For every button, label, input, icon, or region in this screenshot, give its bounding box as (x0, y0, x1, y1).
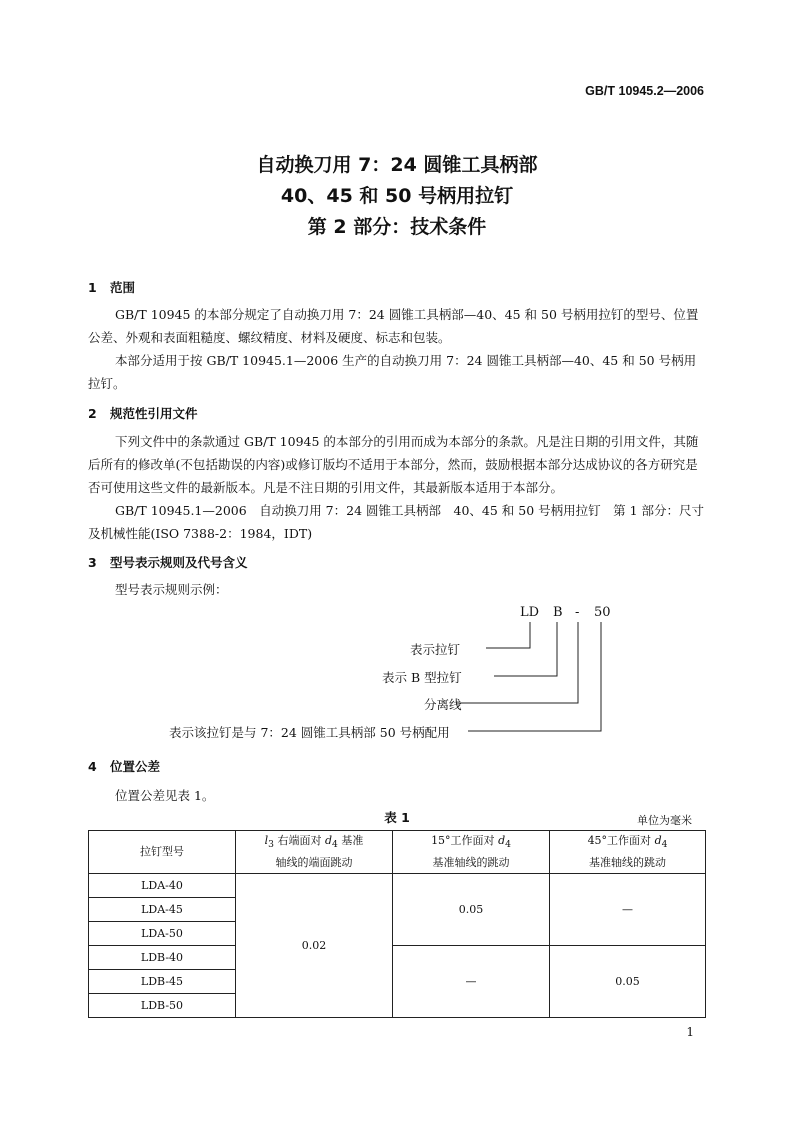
ldb-45deg-value: 0.05 (550, 946, 706, 1018)
section-number: 4 (88, 759, 97, 774)
model-cell: LDA-40 (89, 874, 236, 898)
paragraph-scope-1: GB/T 10945 的本部分规定了自动换刀用 7：24 圆锥工具柄部—40、45 和 50 号柄用拉钉的型号、位置公差、外观和表面粗糙度、螺纹精度、材料及硬度、标志和包装。 (88, 307, 699, 345)
table-header-row (89, 831, 706, 874)
header-45deg-runout: 45°工作面对 $d_4$ 基准轴线的跳动 (550, 831, 706, 874)
title-line-2: 40、45 和 50 号柄用拉钉 (280, 185, 514, 207)
code-part-ld: LD (520, 605, 540, 620)
page-number: 1 (686, 1025, 694, 1039)
paragraph-scope-2: 本部分适用于按 GB/T 10945.1—2006 生产的自动换刀用 7：24 圆锥工具柄部—40、45 和 50 号柄用拉钉。 (88, 353, 697, 391)
section-number: 2 (88, 406, 97, 421)
end-runout-value: 0.02 (236, 874, 393, 1018)
leader-line-b (494, 622, 557, 676)
header-model: 拉钉型号 (89, 831, 236, 874)
leader-line-separator (456, 622, 578, 703)
table-caption: 表 1 (384, 810, 410, 825)
designation-label-pull-stud: 表示拉钉 (410, 642, 461, 657)
code-part-b: B (553, 605, 563, 620)
designation-label-separator: 分离线 (424, 697, 462, 712)
ldb-15deg-value: — (393, 946, 550, 1018)
model-cell: LDB-45 (89, 970, 236, 994)
model-cell: LDA-50 (89, 922, 236, 946)
designation-label-type-b: 表示 B 型拉钉 (382, 670, 462, 685)
model-cell: LDB-50 (89, 994, 236, 1018)
model-cell: LDB-40 (89, 946, 236, 970)
section-number: 3 (88, 555, 97, 570)
header-end-face-runout: $l_3$ 右端面对 $d_4$ 基准 轴线的端面跳动 (236, 831, 393, 874)
section-title: 规范性引用文件 (110, 406, 198, 421)
code-part-size: 50 (594, 605, 611, 620)
leader-line-ld (486, 622, 530, 648)
title-line-3: 第 2 部分：技术条件 (307, 216, 487, 238)
section-heading-4 (88, 757, 160, 775)
paragraph-references-1: 下列文件中的条款通过 GB/T 10945 的本部分的引用而成为本部分的条款。凡是注日期的引用文件，其随后所有的修改单(不包括勘误的内容)或修订版均不适用于本部分，然而，鼓励根据本部分达成协议的各方研究是否可使用这些文件的最新版本。凡是不注日期的引用文件，其最新版本适用于本部分。 (88, 434, 699, 495)
standard-number: GB/T 10945.2—2006 (585, 84, 704, 98)
paragraph-tolerance-ref: 位置公差见表 1。 (115, 788, 215, 803)
code-part-separator: - (575, 605, 580, 620)
model-cell: LDA-45 (89, 898, 236, 922)
title-line-1: 自动换刀用 7：24 圆锥工具柄部 (256, 154, 538, 176)
section-title: 位置公差 (110, 759, 161, 774)
lda-15deg-value: 0.05 (393, 874, 550, 946)
paragraph-references-2: GB/T 10945.1—2006 自动换刀用 7：24 圆锥工具柄部 40、45 和 50 号柄用拉钉 第 1 部分：尺寸及机械性能(ISO 7388-2：1984，IDT) (88, 503, 705, 541)
tolerance-table (88, 830, 706, 1018)
table-row (89, 946, 706, 970)
section-title: 范围 (110, 280, 136, 295)
designation-label-size-50: 表示该拉钉是与 7：24 圆锥工具柄部 50 号柄配用 (169, 725, 450, 740)
section-title: 型号表示规则及代号含义 (110, 555, 248, 570)
lda-45deg-value: — (550, 874, 706, 946)
section-number: 1 (88, 280, 97, 295)
paragraph-designation-example: 型号表示规则示例： (115, 582, 228, 597)
header-15deg-runout: 15°工作面对 $d_4$ 基准轴线的跳动 (393, 831, 550, 874)
table-row (89, 874, 706, 898)
table-unit: 单位为毫米 (637, 814, 692, 827)
